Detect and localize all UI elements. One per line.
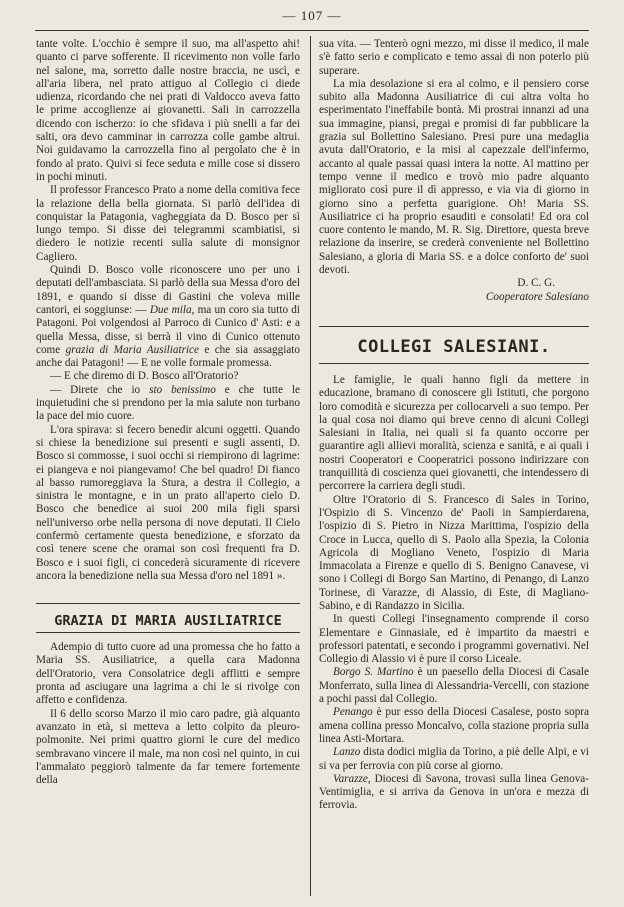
paragraph — [319, 746, 589, 773]
italic-text: sto benissimo — [149, 383, 216, 396]
text-run: Quindi D. Bosco volle riconoscere uno per uno i deputati dell'ambasciata. Si parlò della sua Messa d'oro del 1891, e quando si disse di Gastini che voleva mille cantori, ei soggiunse: — — [36, 264, 300, 316]
paragraph — [319, 773, 589, 813]
text-run: ma un coro sia tutto di Patagoni. Poi volgendosi al Parroco di Cunico d' Asti: e a quella Messa, disse, si berrà il vino di Cunico ottenuto come — [36, 303, 300, 356]
paragraph: L'ora spirava: si fecero benedir alcuni oggetti. Quando si chiese la benedizione sui presenti e sugli assenti, D. Bosco si commosse, i suoi occhi si riempirono di lagrime: ei piangeva e noi piangevamo! Che bel quadro! Di fianco al basso rumoreggiava la Stura, a destra il Collegio, a sinistra le montagne, e in un prato all'aperto cielo D. Bosco che benedice ai suoi 200 mila figli sparsi nell'universo orbe nella persona di nove deputati. Il Cielo confermò certamente questa benedizione, e sforzato da così tenere scene che oramai son così frequenti fra D. Bosco e i suoi figli, ci concederà sicuramente di ricevere ancora la benedizione nella sua Messa d'oro nel 1891 ». — [36, 423, 300, 582]
page-number: — 107 — — [282, 8, 342, 23]
section-heading-collegi: COLLEGI SALESIANI. — [319, 326, 589, 364]
place-name: Varazze — [333, 772, 368, 785]
text-run: è pur esso della Diocesi Casalese, posto sopra amena collina presso Moncalvo, colla stazione propria sulla linea Asti-Mortara. — [319, 706, 589, 745]
text-run: è un paesello della Diocesi di Casale Monferrato, sulla linea di Alessandria-Vercelli, con stazione a pochi passi dal Collegio. — [319, 666, 589, 706]
paragraph: Adempio di tutto cuore ad una promessa che ho fatto a Maria SS. Ausiliatrice, a quella cara Madonna dell'Oratorio, vera Consolatrice degli afflitti e sempre pronta ad asciugare una lagrima a chi le si rivolge con affetto e confidenza. — [36, 641, 300, 707]
column-divider — [310, 36, 311, 896]
section-heading-grazia: GRAZIA DI MARIA AUSILIATRICE — [36, 603, 300, 633]
paragraph — [36, 264, 300, 370]
paragraph: sua vita. — Tenterò ogni mezzo, mi disse il medico, il male s'è fatto serio e complicato e temo assai di non poterlo più superare. — [319, 38, 589, 77]
place-name: Lanzo — [333, 746, 361, 759]
signature-title: Cooperatore Salesiano — [485, 290, 589, 303]
paragraph: Oltre l'Oratorio di S. Francesco di Sales in Torino, l'Ospizio di S. Vincenzo de' Paoli in Sampierdarena, l'ospizio di S. Pietro in Nizza Marittima, l'ospizio della Croce in Lucca, quello di S. Paolo alla Spezia, la Colonia Agricola di Mogliano Veneto, l'ospizio di Maria Immacolata a Firenze e quello di S. Benigno Canavese, vi sono i Collegi di Borgo San Martino, di Penango, di Lanzo Torinese, di Varazze, di Alassio, di Este, di Magliano-Sabino, e di Randazzo in Sicilia. — [319, 493, 589, 612]
italic-text: Due mila, — [149, 303, 195, 316]
paragraph — [319, 666, 589, 706]
text-run: , Diocesi di Savona, trovasi sulla linea Genova-Ventimiglia, e si arriva da Genova in un'ora e mezza di ferrovia. — [319, 772, 589, 812]
paragraph: La mia desolazione si era al colmo, e il pensiero corse subito alla Madonna Ausiliatrice di cui altra volta ho esperimentato l'ineffabile bontà. Mi prostrai innanzi ad una sua immagine, piansi, pregai e promisi di far pubblicare la grazia sul Bollettino Salesiano. Presi pure una medaglia avuta dall'Oratorio, e la misi al capezzale dell'infermo, accanto al quale passai quasi intera la notte. Al mattino per tempo venne il medico e trovò mio padre alquanto migliorato così pure il dì appresso, e via via di giorno in giorno sino a perfetta guarigione. Oh! Maria SS. Ausiliatrice ci ha proprio esauditi e consolati! Ed ora col cuore contento le mando, M. R. Sig. Direttore, questa breve relazione da inserire, se crederà conveniente nel Bollettino Salesiano, a gloria di Maria SS. e a dolce conforto de' suoi devoti. — [319, 77, 589, 277]
top-rule — [35, 30, 589, 31]
place-name: Borgo S. Martino — [333, 666, 414, 679]
paragraph: Il professor Francesco Prato a nome della comitiva fece la relazione della bella giornata. Si parlò dell'idea di conquistar la Patagonia, vagheggiata da D. Bosco per sì lungo tempo. Si disse dei telegrammi scambiatisi, si diedero le notizie recenti sulla salute di monsignor Cagliero. — [36, 184, 300, 263]
italic-text: grazia di Maria Ausiliatrice — [65, 343, 199, 356]
paragraph — [36, 384, 300, 424]
paragraph: Il 6 dello scorso Marzo il mio caro padre, già alquanto avanzato in età, si metteva a letto colpito da pleuro-polmonite. Nei primi quattro giorni le cure del medico sembravano vincere il male, ma non così nel quinto, in cui l'ammalato peggiorò talmente da far temere fortemente della — [36, 707, 300, 787]
paragraph: In questi Collegi l'insegnamento comprende il corso Elementare e Ginnasiale, ed è impartito da maestri e professori patentati, e secondo i programmi governativi. Nel Collegio di Alassio vi è pure il corso Liceale. — [319, 613, 589, 666]
right-column — [319, 38, 589, 813]
place-name: Penango — [333, 706, 373, 719]
paragraph: — E che diremo di D. Bosco all'Oratorio? — [50, 370, 239, 383]
paragraph: tante volte. L'occhio è sempre il suo, ma all'aspetto ahi! quanto ci parve sofferente. Il ricevimento non volle farlo nel salone, ma, sorretto dalle nostre braccia, ne uscì, e all'aria libera, nel prato attiguo al Collegio ci diede udienza, ricordando che nei prati di Valdocco aveva fatto le prime accoglienze ai giovanetti. Sali in carrozzella dicendo con ischerzo: io che sfidava i più snelli a far dei salti, ora devo camminar in carrozza colle gambe altrui. Noi guidavamo la carrozzella fino al pergolato che è in fondo al prato. Quivi si fece seduta e mille cose si dissero in pochi minuti. — [36, 38, 300, 183]
text-run: e che tutte le inquietudini che si prendono per la mia salute non turbano la pace del mio cuore. — [36, 383, 301, 423]
text-run: dista dodici miglia da Torino, a piè delle Alpi, e vi si va per ferrovia con più corse al giorno. — [319, 746, 589, 772]
text-run: e che sia assaggiato anche dai Patagoni! — E ne volle formale promessa. — [36, 343, 300, 370]
signature-initials: D. C. G. — [517, 277, 555, 290]
paragraph — [319, 706, 589, 746]
text-run: — Direte che io — [50, 383, 150, 396]
paragraph: Le famiglie, le quali hanno figli da mettere in educazione, bramano di conoscere gli Istituti, che porgono loro comodità e sicurezza per collocarveli a suo tempo. Per la qual cosa noi diamo qui breve cenno di alcuni Collegi Salesiani in Italia, nei quali si fa quanto occorre per guarantire agli allievi moralità, scienza e sanità, e ai quali i nostri Cooperatori e Cooperatrici possono indirizzare con tranquillità di coscienza quei giovanetti, che intendessero di percorrere la carriera degli studi. — [319, 373, 589, 493]
left-column — [36, 38, 300, 787]
